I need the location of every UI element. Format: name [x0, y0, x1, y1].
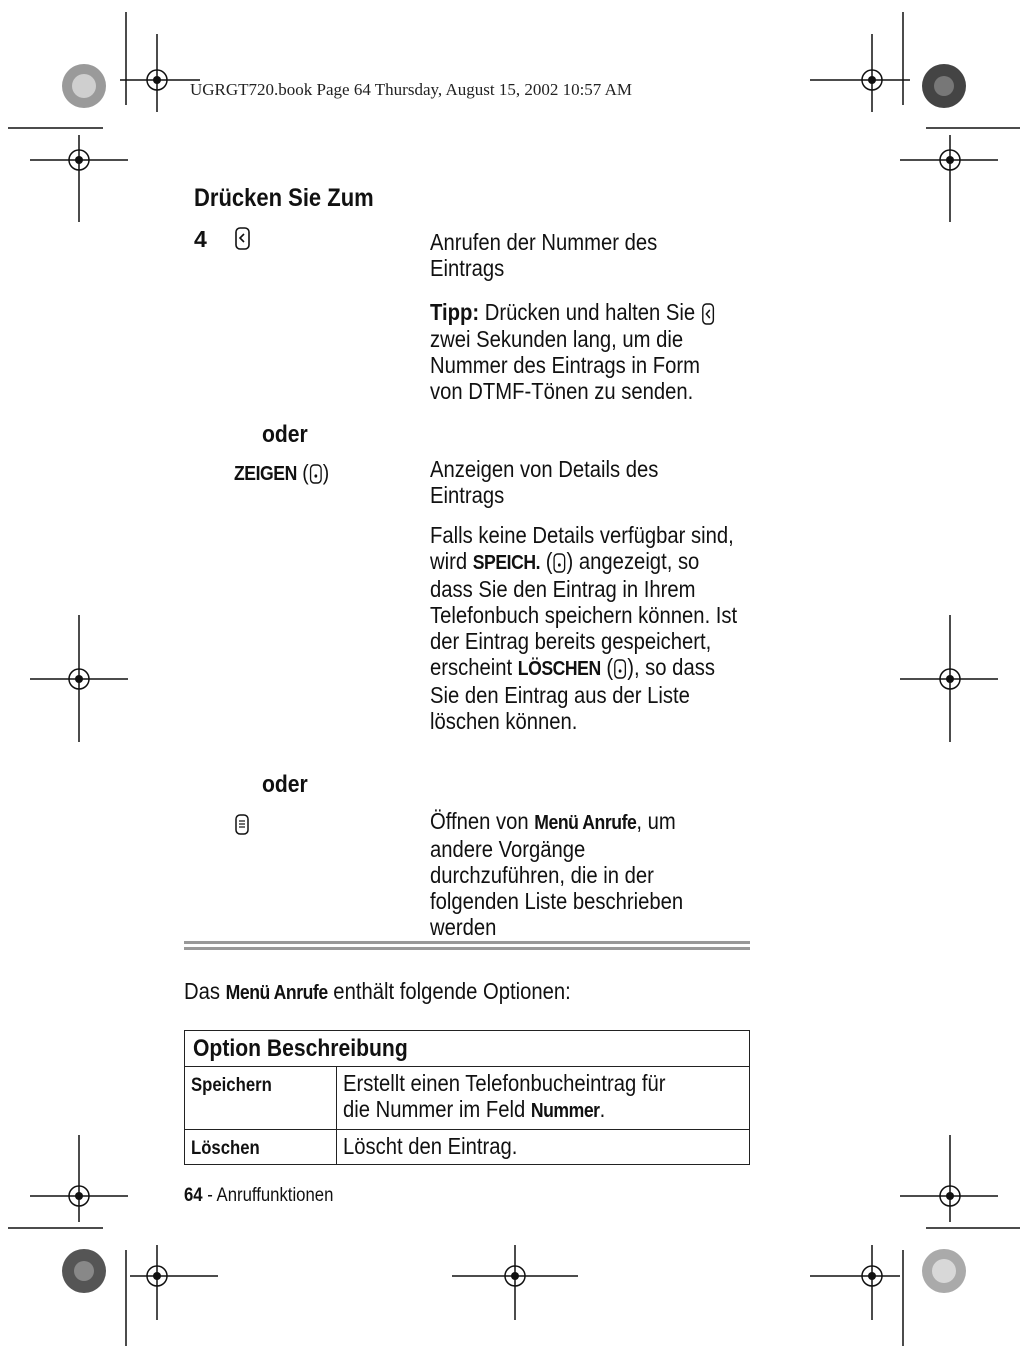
- table-row: [185, 1067, 750, 1130]
- footer-section: Anruffunktionen: [216, 1185, 334, 1206]
- options-table-header: [185, 1031, 750, 1067]
- table-row: [185, 1130, 750, 1165]
- options-intro: [184, 978, 571, 1005]
- page-footer: [184, 1185, 333, 1207]
- speich-softkey-label: SPEICH.: [472, 552, 541, 574]
- footer-separator: -: [202, 1185, 217, 1206]
- menu-description: [430, 808, 694, 940]
- intro-text-post: enthält folgende Optionen:: [333, 978, 571, 1004]
- softkey-icon: [552, 552, 566, 574]
- menu-key-icon: [234, 813, 252, 837]
- send-key-icon: [701, 302, 715, 326]
- loeschen-softkey-label: LÖSCHEN: [517, 658, 601, 680]
- menu-text-b: , um andere Vorgänge durchzuführen, die in der folgenden Liste beschrieben werden: [430, 808, 684, 940]
- table-end-rule: [184, 947, 750, 950]
- option-name: Löschen: [191, 1138, 260, 1159]
- print-header: UGRGT720.book Page 64 Thursday, August 15, 2002 10:57 AM: [190, 80, 632, 99]
- tip-block: [430, 299, 729, 404]
- intro-text-pre: Das: [184, 978, 220, 1004]
- page-number: 64: [184, 1185, 203, 1206]
- tip-label: Tipp:: [430, 299, 480, 325]
- softkey-icon: [309, 463, 323, 485]
- table-heading: Drücken Sie Zum: [194, 184, 374, 212]
- zeigen-description: [430, 456, 720, 508]
- oder-separator: oder: [262, 771, 308, 798]
- option-name: Speichern: [191, 1075, 272, 1096]
- step-number: 4: [194, 226, 207, 252]
- zeigen-softkey-label: ZEIGEN: [234, 463, 297, 485]
- menu-text-a: Öffnen von: [430, 808, 529, 834]
- oder-separator: oder: [262, 421, 308, 448]
- details-block: Falls keine Details verfügbar sind, wird SPEICH. ( ) angezeigt, so dass Sie den Eintrag in Ihrem Telefonbuch speichern können. Ist der Eintrag bereits gespeichert, erscheint LÖSCHEN ( ), so dass Sie den Eintrag aus der Liste löschen können.: [430, 522, 738, 734]
- option-description: [343, 1070, 695, 1124]
- option-desc-end: .: [599, 1096, 606, 1122]
- tip-text-pre: Drücken und halten Sie: [484, 299, 696, 325]
- details-text-b: angezeigt, so dass Sie den Eintrag in Ihrem Telefonbuch speichern können. Ist der Eintrag bereits gespeichert, erscheint: [430, 548, 738, 680]
- send-key-icon: [234, 226, 252, 252]
- zeigen-key: ZEIGEN ( ): [234, 460, 330, 485]
- tip-text-post: zwei Sekunden lang, um die Nummer des Eintrags in Form von DTMF-Tönen zu senden.: [430, 325, 700, 404]
- intro-menu-label: Menü Anrufe: [225, 982, 328, 1004]
- menu-anrufe-label: Menü Anrufe: [534, 812, 637, 834]
- option-desc-text: Erstellt einen Telefonbucheintrag für die Nummer im Feld: [343, 1070, 666, 1122]
- nummer-field-label: Nummer: [530, 1100, 600, 1122]
- step-description: [430, 229, 720, 281]
- softkey-icon: [613, 658, 627, 680]
- table-end-rule: [184, 941, 750, 944]
- call-entry-text: Anrufen der Nummer des Eintrags: [430, 229, 658, 281]
- option-description: Löscht den Eintrag.: [343, 1133, 518, 1159]
- details-text-a: Falls keine Details verfügbar sind, wird: [430, 522, 734, 574]
- options-table: [184, 1030, 750, 1165]
- zeigen-text: Anzeigen von Details des Eintrags: [430, 456, 659, 508]
- options-header: Option Beschreibung: [193, 1035, 408, 1062]
- details-text-c: , so dass Sie den Eintrag aus der Liste löschen können.: [430, 654, 715, 734]
